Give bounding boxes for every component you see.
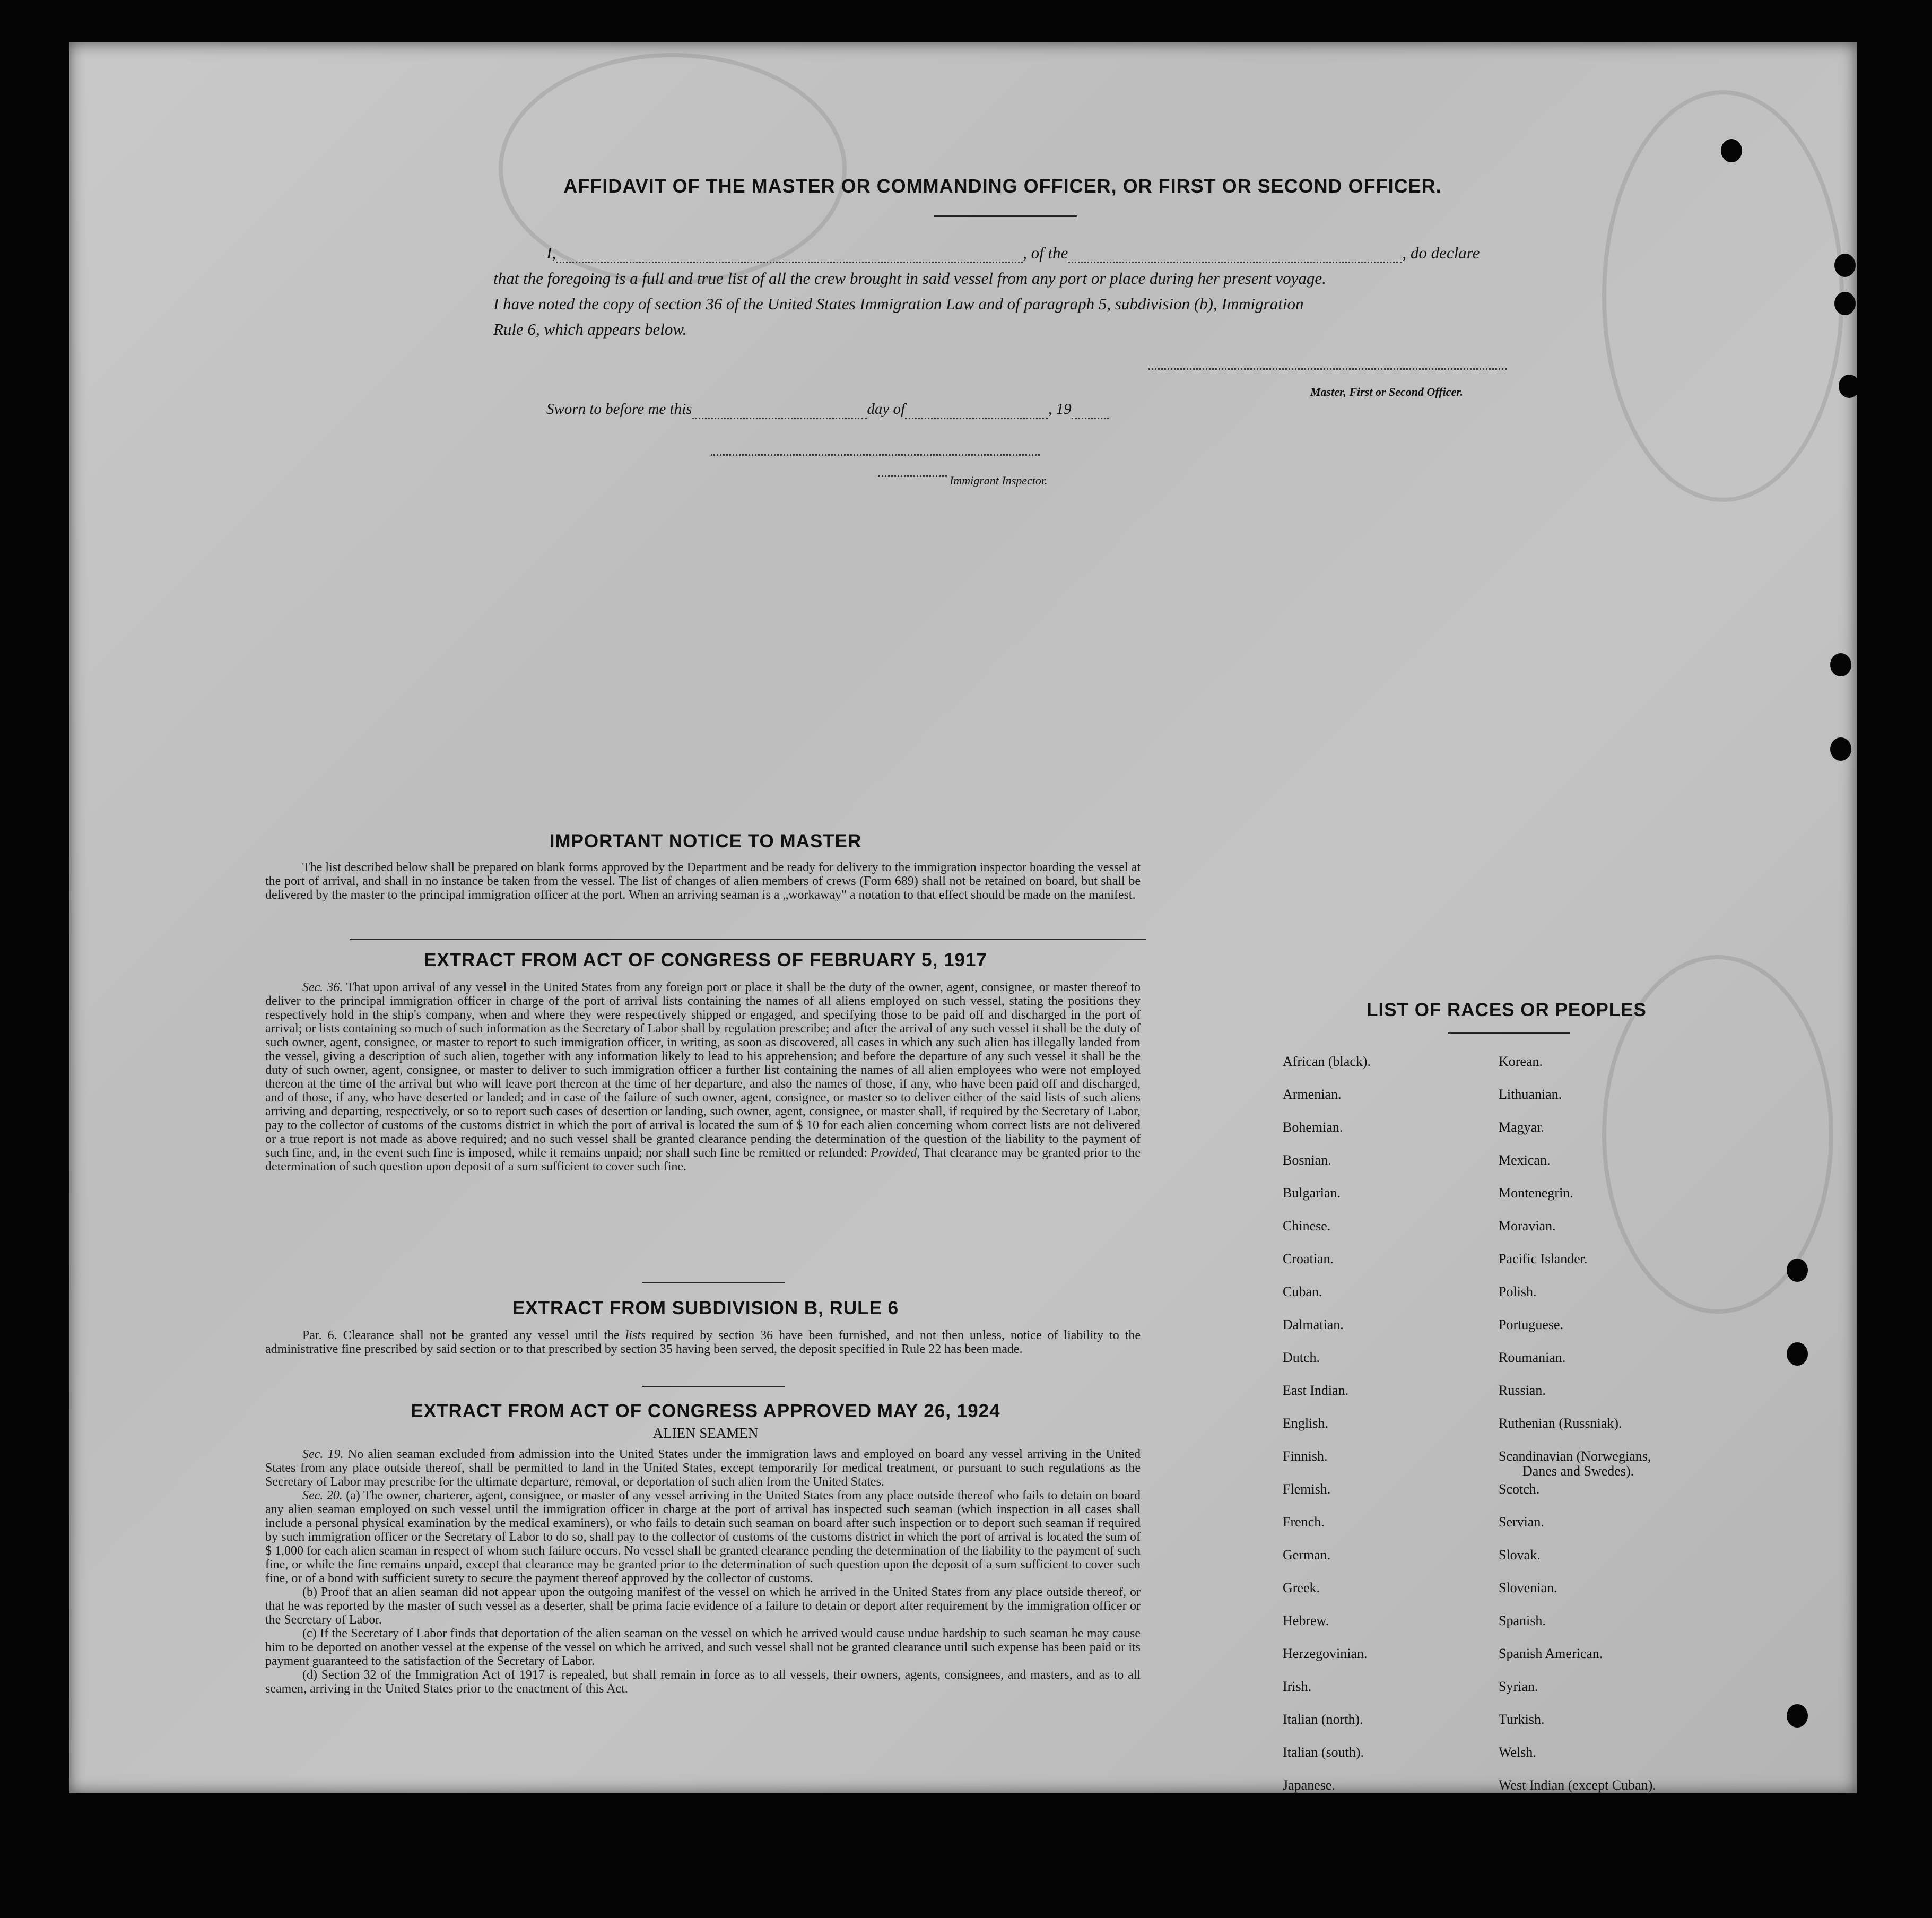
races-title-underline [1448, 1032, 1570, 1034]
race-item: Dutch. [1283, 1350, 1320, 1365]
race-item: French. [1283, 1514, 1325, 1530]
master-name-field[interactable] [556, 262, 1023, 263]
rule-6-text [265, 1329, 1141, 1356]
race-item: Bulgarian. [1283, 1185, 1341, 1201]
race-item: Greek. [1283, 1580, 1320, 1595]
race-item: Flemish. [1283, 1481, 1331, 1497]
race-item: Spanish. [1499, 1613, 1546, 1628]
race-item: West Indian (except Cuban). [1499, 1777, 1656, 1793]
race-item: Montenegrin. [1499, 1185, 1573, 1201]
notice-title: IMPORTANT NOTICE TO MASTER [549, 831, 862, 852]
extract-1917-text [265, 980, 1141, 1174]
signer-label: Master, First or Second Officer. [1310, 385, 1464, 398]
race-item: African (black). [1283, 1054, 1371, 1069]
race-item: Ruthenian (Russniak). [1499, 1416, 1622, 1431]
race-item: Cuban. [1283, 1284, 1322, 1299]
sec-19-label: Sec. 19. [302, 1447, 344, 1461]
notice-text [265, 861, 1141, 902]
sec-36-end: That clearance may be granted prior to the determination of such question upon deposit of a sum sufficient to cover such fine. [265, 1146, 1141, 1174]
race-item: Italian (south). [1283, 1745, 1364, 1760]
race-item: Roumanian. [1499, 1350, 1566, 1365]
sworn-month-field[interactable] [905, 418, 1048, 419]
extract-1917-title: EXTRACT FROM ACT OF CONGRESS OF FEBRUARY 5, 1917 [424, 950, 987, 970]
punch-hole [1834, 254, 1856, 277]
inspector-line-short [878, 475, 947, 477]
sec-19-body: No alien seaman excluded from admission into the United States under the immigration laws and employed on board any vessel arriving in the United States from any place outside thereof, shall be permitted to land in the United States, except temporarily for medical treatment, or pursuant to such regulations as the Secretary of Labor may prescribe for the ultimate departure, removal, or deportation of such alien from the United States. [265, 1447, 1141, 1489]
punch-hole [1787, 1704, 1808, 1728]
inspector-label: Immigrant Inspector. [950, 474, 1048, 487]
race-item: Chinese. [1283, 1218, 1331, 1234]
year-prefix: , 19 [1048, 401, 1072, 418]
race-item: Welsh. [1499, 1745, 1536, 1760]
race-item: Spanish American. [1499, 1646, 1603, 1661]
sec-20a-body: (a) The owner, charterer, agent, consignee, or master of any vessel arriving in the United States from any place outside thereof who fails to detain on board any alien seaman employed on such vessel until the immigration officer in charge at the port of arrival has inspected such seaman (which inspection in all cases shall include a personal physical examination by the medical examiners), or who fails to detain such seaman on board after such inspection or to deport such seaman if required by such immigration officer or the Secretary of Labor to do so, shall pay to the collector of customs of the customs district in which the port of arrival is located the sum of $ 1,000 for each alien seaman in respect of whom such failure occurs. No vessel shall be granted clearance pending the determination of the liability to the payment of such fine, or while the fine remains unpaid, except that clearance may be granted prior to the determination of such question upon the deposit of a sum sufficient to cover such fine, or of a bond with sufficient surety to secure the payment thereof approved by the collector of customs. [265, 1489, 1141, 1585]
race-item: Irish. [1283, 1679, 1312, 1694]
divider [350, 939, 1146, 940]
sworn-label: Sworn to before me this [546, 401, 692, 418]
rule-6-paragraph [265, 1329, 1141, 1356]
race-item: Servian. [1499, 1514, 1544, 1530]
rule-6-end: required by section 36 have been furnished, and not then unless, notice of liability to the administrative fine prescribed by said section or to that prescribed by section 35 having been served, the deposit specified in Rule 22 has been made. [265, 1329, 1141, 1356]
affidavit-line-2: that the foregoing is a full and true list of all the crew brought in said vessel from any port or place during her present voyage. [493, 269, 1326, 288]
punch-hole [1830, 737, 1851, 761]
sec-36-label: Sec. 36. [302, 980, 343, 994]
punch-hole [1839, 375, 1860, 398]
races-title: LIST OF RACES OR PEOPLES [1367, 1000, 1647, 1020]
sec-20d-paragraph: (d) Section 32 of the Immigration Act of 1917 is repealed, but shall remain in force as to all vessels, their owners, agents, consignees, and masters, and as to all seamen, arriving in the United States prior to the enactment of this Act. [265, 1668, 1141, 1696]
vessel-name-field[interactable] [1068, 262, 1402, 263]
extract-1917-paragraph [265, 980, 1141, 1174]
race-item: Slovak. [1499, 1547, 1541, 1563]
affidavit-title: AFFIDAVIT OF THE MASTER OR COMMANDING OFFICER, OR FIRST OR SECOND OFFICER. [563, 175, 1442, 197]
race-item: English. [1283, 1416, 1328, 1431]
punch-hole [1787, 1259, 1808, 1282]
rule-6-start: Par. 6. Clearance shall not be granted any vessel until the [302, 1329, 620, 1342]
extract-1924-text [265, 1447, 1141, 1696]
sworn-line [546, 399, 1236, 419]
sworn-year-field[interactable] [1072, 418, 1109, 419]
race-item: Bosnian. [1283, 1152, 1331, 1168]
sworn-day-field[interactable] [692, 418, 867, 419]
sec-19-paragraph [265, 1447, 1141, 1489]
race-item: Lithuanian. [1499, 1087, 1562, 1102]
provided-label: Provided, [871, 1146, 920, 1160]
inspector-signature-field[interactable] [711, 454, 1040, 456]
race-item: East Indian. [1283, 1383, 1349, 1398]
race-item: Finnish. [1283, 1448, 1328, 1464]
race-item: Herzegovinian. [1283, 1646, 1368, 1661]
punch-hole [1830, 653, 1851, 676]
race-item: Mexican. [1499, 1152, 1551, 1168]
lists-word: lists [625, 1329, 646, 1342]
race-item: Scotch. [1499, 1481, 1540, 1497]
race-item: Slovenian. [1499, 1580, 1557, 1595]
race-item: Russian. [1499, 1383, 1546, 1398]
sec-20c-paragraph: (c) If the Secretary of Labor finds that deportation of the alien seaman on the vessel on which he arrived would cause undue hardship to such seaman he may cause him to be deported on another vessel at the expense of the vessel on which he arrived, and such vessel shall not be granted clearance until such expense has been paid or its payment guaranteed to the satisfaction of the Secretary of Labor. [265, 1627, 1141, 1668]
affidavit-i: I, [546, 244, 556, 262]
punch-hole [1787, 1342, 1808, 1366]
affidavit-line-4: Rule 6, which appears below. [493, 320, 687, 339]
affidavit-line-1 [546, 243, 1512, 263]
race-item: Portuguese. [1499, 1317, 1564, 1332]
race-item: Bohemian. [1283, 1119, 1343, 1135]
sec-20b-paragraph: (b) Proof that an alien seaman did not appear upon the outgoing manifest of the vessel on which he arrived in the United States from any place outside thereof, or that he was reported by the master of such vessel as a deserter, shall be prima facie evidence of a failure to detain or deport after requirement by the immigration officer or the Secretary of Labor. [265, 1585, 1141, 1627]
race-item: Moravian. [1499, 1218, 1556, 1234]
affidavit-declare: , do declare [1402, 244, 1480, 262]
sec-36-body: That upon arrival of any vessel in the United States from any foreign port or place it shall be the duty of the owner, agent, consignee, or master thereof to deliver to the principal immigration officer in charge of the port of arrival lists containing the names of all aliens employed on such vessel, stating the positions they respectively hold in the ship's company, when and where they were respectively shipped or engaged, and specifying those to be paid off and discharged in the port of arrival; or lists containing so much of such information as the Secretary of Labor shall by regulation prescribe; and after the arrival of any such vessel it shall be the duty of such owner, agent, consignee, or master to report to such immigration officer, in writing, as soon as discovered, all cases in which any such alien has illegally landed from the vessel, giving a description of such alien, together with any information likely to lead to his apprehension; and before the departure of any such vessel it shall be the duty of such owner, agent, consignee, or master to deliver to such immigration officer a further list containing the names of all alien employees who were not employed thereon at the time of the arrival but who will leave port thereon at the time of her departure, and also the names of those, if any, who have been paid off and discharged, and of those, if any, who have deserted or landed; and in case of the failure of such owner, agent, consignee, or master so to deliver either of the said lists of such aliens arriving and departing, respectively, or so to report such cases of desertion or landing, such owner, agent, consignee, or master shall, if required by the Secretary of Labor, pay to the collector of customs of the customs district in which the port of arrival is located the sum of $ 10 for each alien concerning whom correct lists are not delivered or a true report is not made as above required; and no such vessel shall be granted clearance pending the determination of the question of the liability to the payment of such fine, and, in the event such fine is imposed, while it remains unpaid; nor shall such fine be remitted or refunded: [265, 980, 1141, 1160]
race-item: Magyar. [1499, 1119, 1544, 1135]
race-item: Turkish. [1499, 1712, 1545, 1727]
notice-paragraph: The list described below shall be prepared on blank forms approved by the Department and be ready for delivery to the immigration inspector boarding the vessel at the port of arrival, and shall in no instance be taken from the vessel. The list of changes of alien members of crews (Form 689) shall not be retained on board, but shall be delivered by the master to the principal immigration officer at the port. When an arriving seaman is a „workaway" a notation to that effect should be made on the manifest. [265, 861, 1141, 902]
rule-6-title: EXTRACT FROM SUBDIVISION B, RULE 6 [512, 1298, 899, 1318]
race-item: Danes and Swedes). [1522, 1463, 1634, 1479]
punch-hole [1834, 292, 1856, 315]
affidavit-line-3: I have noted the copy of section 36 of the United States Immigration Law and of paragraph 5, subdivision (b), Immigration [493, 294, 1304, 313]
affidavit-of-the: , of the [1023, 244, 1068, 262]
race-item: Italian (north). [1283, 1712, 1363, 1727]
punch-hole [1721, 139, 1742, 162]
race-item: German. [1283, 1547, 1331, 1563]
title-underline [934, 215, 1077, 217]
race-item: Armenian. [1283, 1087, 1342, 1102]
race-item: Syrian. [1499, 1679, 1538, 1694]
extract-1924-subtitle: ALIEN SEAMEN [652, 1425, 759, 1441]
signature-field[interactable] [1148, 368, 1507, 370]
race-item: Japanese. [1283, 1777, 1335, 1793]
race-item: Dalmatian. [1283, 1317, 1344, 1332]
day-of-label: day of [867, 401, 906, 418]
race-item: Hebrew. [1283, 1613, 1329, 1628]
extract-1924-title: EXTRACT FROM ACT OF CONGRESS APPROVED MAY 26, 1924 [411, 1401, 1000, 1421]
sec-20a-paragraph [265, 1489, 1141, 1585]
race-item: Pacific Islander. [1499, 1251, 1588, 1266]
sec-20-label: Sec. 20. [302, 1489, 343, 1503]
race-item: Scandinavian (Norwegians, [1499, 1448, 1651, 1464]
race-item: Croatian. [1283, 1251, 1334, 1266]
race-item: Korean. [1499, 1054, 1543, 1069]
race-item: Polish. [1499, 1284, 1537, 1299]
divider [642, 1282, 785, 1283]
divider [642, 1386, 785, 1387]
